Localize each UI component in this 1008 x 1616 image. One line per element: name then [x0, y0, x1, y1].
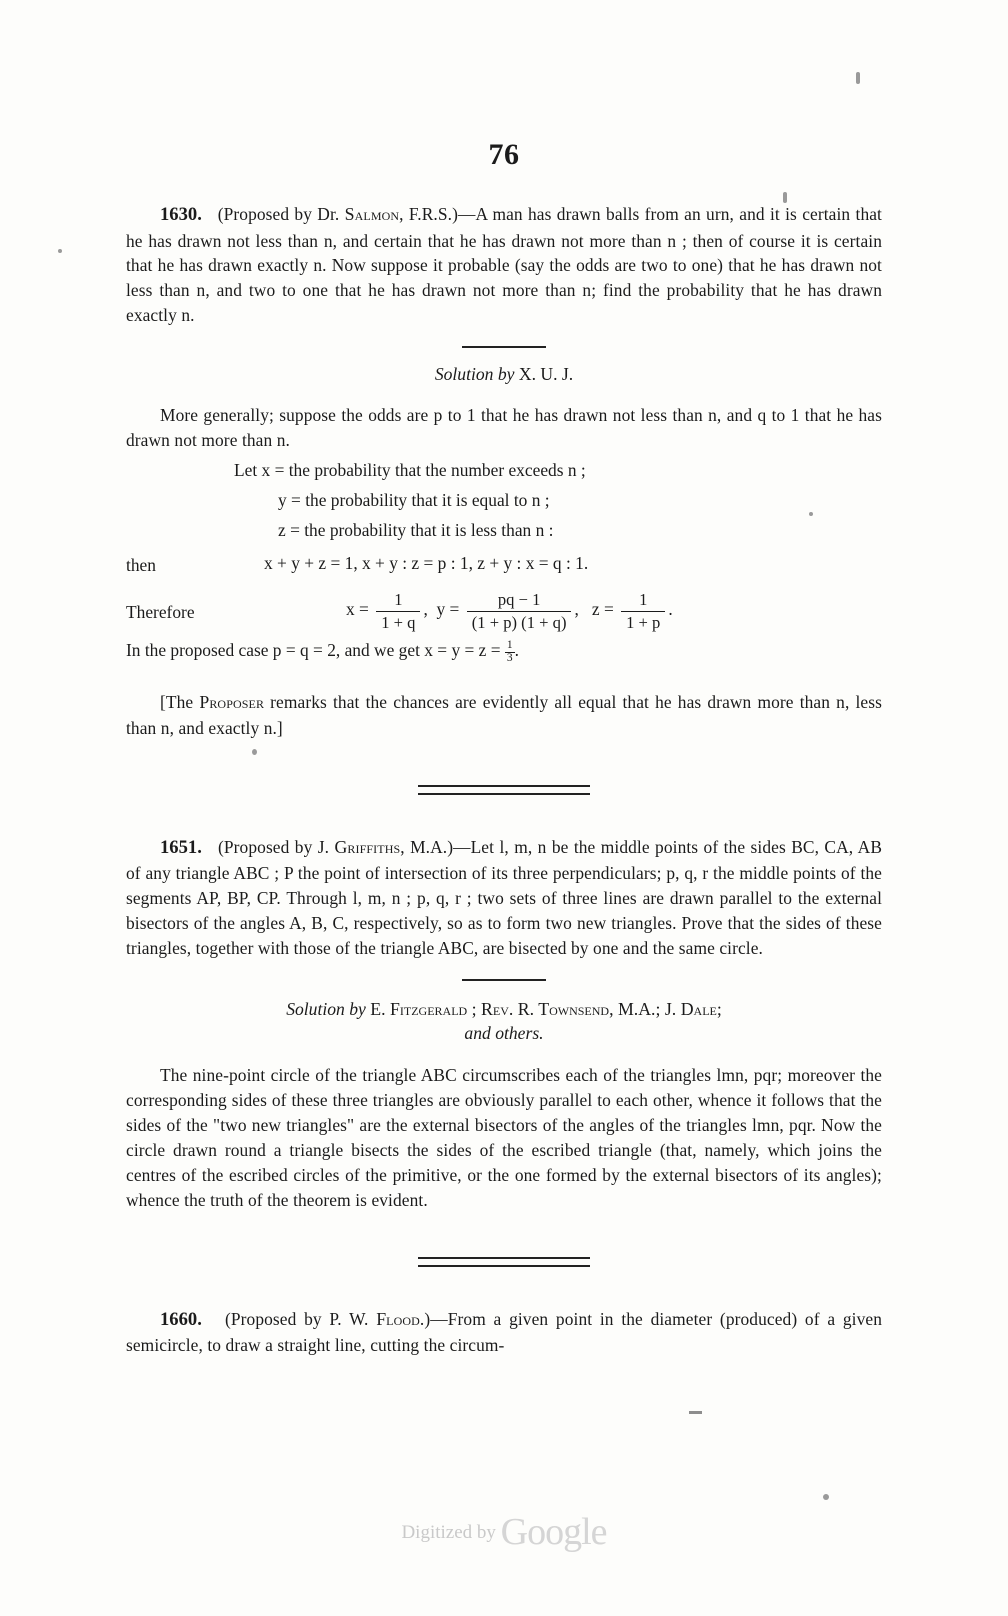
scan-speck: [689, 1411, 702, 1414]
therefore-equations: x = $\frac{1}{1 + q}$ , y = $\frac{pq - 1}{(1 + p) (1 + q)}$ , z = $\frac{1}{1 + p}$ .: [346, 590, 673, 632]
eq-x-denominator: 1 + q: [381, 612, 416, 632]
problem-1630-proposer-suffix: , F.R.S.): [399, 204, 458, 224]
then-label: then: [126, 555, 156, 576]
solution-1630-intro: More generally; suppose the odds are p to 1 that he has drawn not less than n, and q to 1 that he has drawn not more than n.: [126, 405, 882, 451]
section-divider: [462, 346, 546, 348]
problem-1630-body: —A man has drawn balls from an urn, and it is certain that he has drawn not less than n, and certain that he has drawn not more than n ; then of course it is certain that he has drawn exactly n. Now suppose it probable (say the odds are two to one) that he has drawn not less than n, and two to one that he has drawn not more than n; find the probability that he has drawn exactly n.: [126, 204, 882, 326]
eq-x-lhs: x =: [346, 599, 369, 620]
eq-z-fraction: [621, 590, 665, 632]
proposed-case-text: In the proposed case p = q = 2, and we get x = y = z =: [126, 640, 501, 661]
eq-y-denominator: (1 + p) (1 + q): [471, 612, 567, 632]
solution-label: Solution by: [434, 364, 515, 385]
problem-1630-proposer-name: Salmon: [344, 204, 400, 224]
solution-1651-body: The nine-point circle of the triangle ABC circumscribes each of the triangles lmn, pqr; moreover the corresponding sides of these three triangles are obviously parallel to each other, whence it follows that the sides of the "two new triangles" are the external bisectors of the angles of the triangles lmn, pqr. Now the circle drawn round a triangle bisects the sides of the escribed triangle (that, namely, which joins the centres of the escribed circles of the primitive, or the one formed by the external bisectors of its angles); whence the truth of the theorem is evident.: [126, 1065, 882, 1210]
case-fraction-numerator: 1: [506, 639, 513, 652]
problem-1651-number: 1651.: [160, 836, 202, 858]
problem-1630-statement: [126, 202, 882, 328]
eq-z-lhs: z =: [591, 599, 614, 620]
math-y-line: y = the probability that it is equal to n ;: [278, 490, 550, 511]
scan-speck: [823, 1494, 829, 1500]
google-logo-text: Google: [500, 1511, 607, 1553]
eq-tail: .: [668, 599, 673, 620]
then-equation: x + y + z = 1, x + y : z = p : 1, z + y : x = q : 1.: [264, 553, 589, 574]
remark-proposer-name: Proposer: [199, 692, 265, 713]
scan-speck: [58, 249, 62, 253]
math-therefore-row: [126, 590, 882, 632]
problem-1630-proposer-prefix: (Proposed by Dr.: [217, 204, 345, 224]
solution-authors: E. Fitzgerald ; Rev. R. Townsend, M.A.; J. Dale;: [370, 998, 722, 1019]
problem-1630-number: 1630.: [160, 204, 202, 225]
section-divider-double: [418, 785, 590, 795]
problem-1651-body: —Let l, m, n be the middle points of the sides BC, CA, AB of any triangle ABC ; P the point of intersection of its three perpendiculars; p, q, r the middle points of the segments AP, BP, CP. Through l, m, n ; p, q, r ; two sets of three lines are drawn parallel to the external bisectors of the angles A, B, C, respectively, so as to form two new triangles. Prove that the sides of these triangles, together with those of the triangle ABC, are bisected by one and the same circle.: [126, 836, 883, 958]
eq-y-fraction: [467, 590, 572, 632]
eq-y-numerator: pq − 1: [467, 590, 572, 612]
problem-1660-statement: [126, 1307, 882, 1358]
proposer-remark: [126, 690, 882, 740]
math-z-line: z = the probability that it is less than n :: [278, 520, 554, 541]
math-let-line: Let x = the probability that the number exceeds n ;: [234, 459, 586, 480]
solution-authors-line2: and others.: [464, 1022, 544, 1043]
page-content: [126, 0, 882, 1360]
solution-1630-heading: [126, 364, 882, 385]
eq-x-numerator: 1: [376, 590, 420, 612]
problem-1660-body: —From a given point in the diameter (produced) of a given semicircle, to draw a straight line, cutting the circum-: [126, 1308, 882, 1356]
digitized-by-text: Digitized by: [401, 1522, 496, 1543]
eq-z-denominator: 1 + p: [626, 612, 661, 632]
problem-1651-proposer-prefix: (Proposed by J.: [218, 836, 335, 857]
solution-author: X. U. J.: [518, 364, 574, 385]
eq-z-numerator: 1: [621, 590, 665, 612]
section-divider-double: [418, 1257, 590, 1267]
remark-open: [The: [160, 692, 200, 713]
case-fraction: [505, 640, 515, 664]
section-divider: [462, 979, 546, 981]
page-number: 76: [488, 138, 520, 171]
problem-1660-proposer-suffix: .): [419, 1308, 431, 1329]
solution-1651-heading: [126, 997, 882, 1046]
problem-1651-proposer-name: Griffiths: [334, 836, 401, 857]
solution-label: Solution by: [286, 998, 366, 1019]
eq-x-fraction: [376, 590, 420, 632]
case-period: .: [514, 640, 520, 661]
problem-1651-statement: [126, 835, 882, 961]
therefore-label: Therefore: [126, 601, 195, 622]
eq-y-lhs: y =: [436, 599, 460, 620]
problem-1660-proposer-name: Flood: [376, 1308, 420, 1329]
problem-1660-number: 1660.: [160, 1308, 202, 1330]
case-fraction-denominator: 3: [506, 651, 513, 664]
remark-body: remarks that the chances are evidently all equal that he has drawn more than n, less than n, and exactly n.]: [126, 692, 882, 738]
problem-1660-proposer-prefix: (Proposed by P. W.: [224, 1308, 377, 1329]
digitized-by-google-watermark: [0, 1510, 1008, 1554]
problem-1651-proposer-suffix: , M.A.): [400, 836, 454, 857]
proposed-case-line: [126, 640, 882, 664]
math-then-row: [126, 553, 882, 576]
